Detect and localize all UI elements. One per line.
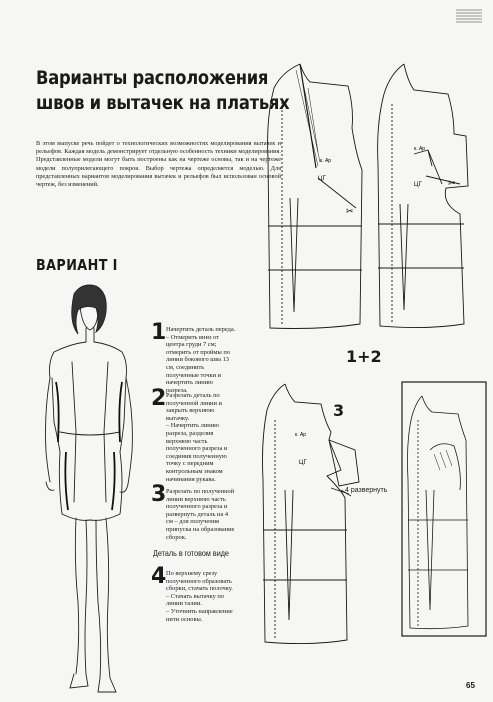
step-2-text: Разрезать деталь по полученной линии и закрыть верхнюю вытачку. – Начертить линию разреза, разделив верхнюю часть полученного разреза и соединив полученную точку с передним контрольным знаком начинания рукава. — [166, 392, 228, 483]
corner-mark — [454, 6, 484, 28]
title-line-1: Варианты расположения — [36, 67, 269, 89]
pattern-3-ua-label: к. Ар — [295, 432, 307, 438]
pattern-piece-2 — [370, 54, 480, 344]
step-3-number: 3 — [151, 482, 167, 507]
pattern-piece-3 — [255, 370, 360, 660]
step-4-text: По верхнему срезу полученного образовать сборки, стачать полочку. – Стачать вытачку по линии талии. – Уточнить направление нити основы. — [166, 570, 233, 623]
step-1-text: Начертить деталь переда. – Отмерить вниз от центра груди 7 см; отмерить от проймы по линии бокового шва 13 см, соединить полученные точки и начертить линию разреза. — [166, 326, 236, 394]
pattern-label-spread: 4 развернуть — [345, 487, 388, 494]
pattern-1-ua-label: к. Ар — [320, 158, 332, 164]
step-1-number: 1 — [151, 320, 167, 345]
intro-paragraph: В этом выпуске речь пойдет о технологических возможностях моделирования вытачек и рельефов. Каждая модель демонстрирует отдельную особенность техники моделирования. Представленные модели могут быть построены как на чертеже основы, так и на чертеже модели полуприлегающего покроя. Выбор чертежа определяется моделью. Для представленных вариантов моделирования вытачек и рельефов был использован основой чертеж, без изменений. — [36, 140, 281, 189]
scissors-icon: ✂ — [346, 207, 354, 217]
pattern-2-ua-label: к. Ар — [414, 146, 426, 152]
pattern-2-ug-label: ЦГ — [414, 182, 422, 188]
pattern-3-ug-label: ЦГ — [299, 460, 307, 466]
step-3 — [151, 482, 236, 541]
title-line-2: швов и вытачек на платьях — [36, 92, 290, 114]
pattern-piece-4 — [400, 380, 490, 640]
variant-heading: ВАРИАНТ I — [36, 256, 118, 274]
step-1 — [151, 320, 236, 394]
step-3-text: Разрезать по полученной линии верхнюю часть полученного разреза и развернуть деталь на 4 см – для получения припуска на образование сборок. — [166, 488, 235, 541]
pattern-label-1-2: 1+2 — [346, 347, 382, 366]
pattern-1-ug-label: ЦГ — [318, 176, 326, 182]
step-2-number: 2 — [151, 386, 167, 411]
pattern-piece-1 — [260, 58, 370, 343]
step-4 — [151, 564, 236, 623]
step-2 — [151, 386, 236, 483]
step-4-number: 4 — [151, 564, 167, 589]
corner-lines-icon — [454, 6, 484, 28]
pattern-label-3: 3 — [333, 401, 345, 420]
scissors-icon-2: ✂ — [448, 179, 456, 189]
article-title — [36, 66, 290, 116]
page-number: 65 — [466, 681, 475, 690]
dress-illustration — [30, 282, 150, 702]
finished-detail-heading: Деталь в готовом виде — [153, 549, 229, 558]
